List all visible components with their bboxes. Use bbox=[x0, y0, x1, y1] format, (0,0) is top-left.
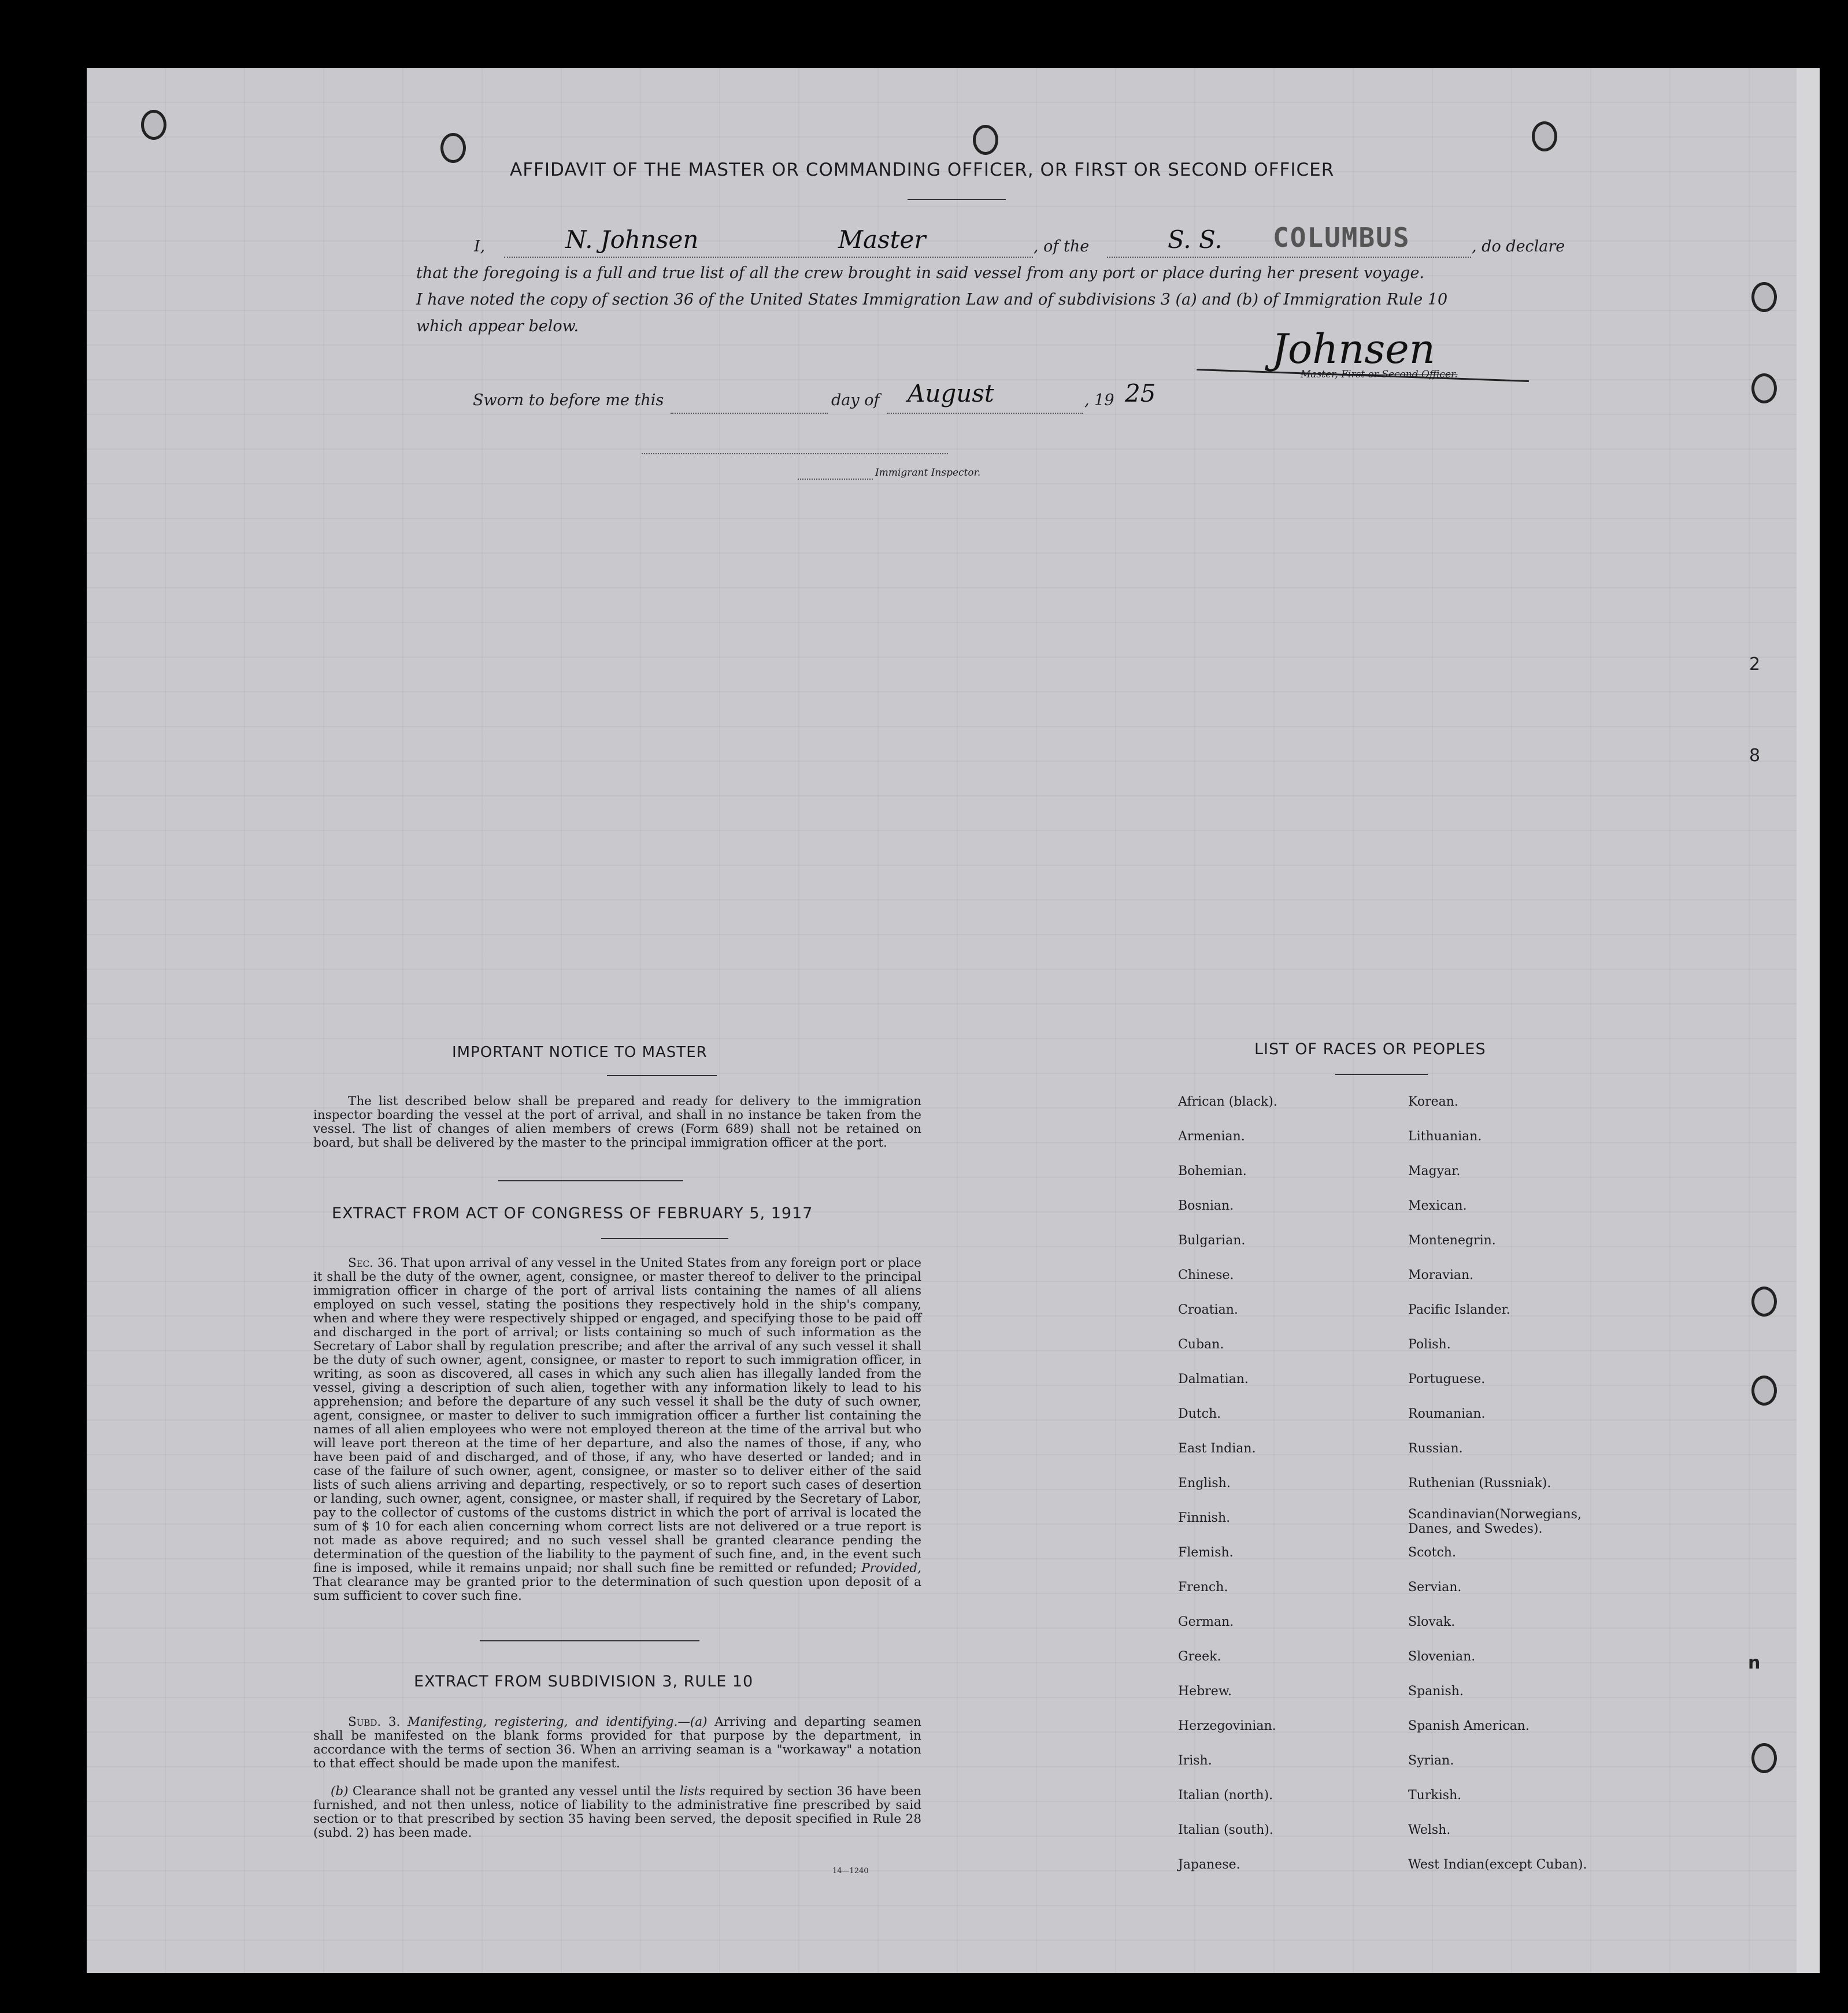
punch-hole bbox=[440, 133, 466, 163]
b-label: (b) bbox=[331, 1784, 349, 1799]
signature-caption: Master, First or Second Officer. bbox=[1301, 369, 1458, 380]
handwritten-month: August bbox=[908, 379, 994, 407]
form-number: 14—1240 bbox=[832, 1867, 869, 1875]
race-item: Japanese. bbox=[1178, 1858, 1240, 1872]
do-declare-label: , do declare bbox=[1472, 238, 1565, 255]
subd-heading: Manifesting, registering, and identifying.—(a) bbox=[408, 1715, 708, 1729]
race-item: Italian (north). bbox=[1178, 1788, 1273, 1803]
title-rule bbox=[908, 199, 1006, 200]
lists-word: lists bbox=[679, 1784, 706, 1799]
race-item: Roumanian. bbox=[1408, 1407, 1486, 1421]
punch-hole bbox=[1751, 1743, 1777, 1773]
race-item: Scotch. bbox=[1408, 1545, 1456, 1560]
of-the-label: , of the bbox=[1034, 238, 1090, 255]
handwritten-rank: Master bbox=[838, 225, 926, 254]
race-item: Turkish. bbox=[1408, 1788, 1462, 1803]
punch-hole bbox=[1751, 1287, 1777, 1317]
race-item: Herzegovinian. bbox=[1178, 1719, 1276, 1733]
race-item: Cuban. bbox=[1178, 1337, 1224, 1352]
punch-hole bbox=[1751, 282, 1777, 312]
notice-text: The list described below shall be prepared and ready for delivery to the immigration inspector boarding the vessel at the port of arrival, and shall in no instance be taken from the vessel. The list of changes of alien members of crews (Form 689) shall not be retained on board, but shall be delivered by the master to the principal immigration officer at the port. bbox=[313, 1094, 921, 1150]
inspector-signature-line bbox=[642, 453, 948, 454]
form-sheet bbox=[87, 68, 1820, 1973]
race-item: Polish. bbox=[1408, 1337, 1451, 1352]
race-item: English. bbox=[1178, 1476, 1231, 1491]
declaration-line-2: that the foregoing is a full and true list of all the crew brought in said vessel from any port or place during her present voyage. bbox=[416, 264, 1425, 282]
vessel-stamp: COLUMBUS bbox=[1273, 222, 1410, 253]
race-item: Finnish. bbox=[1178, 1511, 1231, 1525]
sheet-right-edge bbox=[1797, 68, 1820, 1973]
punch-hole bbox=[973, 125, 998, 155]
race-item: Mexican. bbox=[1408, 1199, 1467, 1213]
inspector-caption: Immigrant Inspector. bbox=[875, 467, 981, 479]
race-item: Greek. bbox=[1178, 1649, 1221, 1664]
rule-extract-title: EXTRACT FROM SUBDIVISION 3, RULE 10 bbox=[414, 1673, 754, 1691]
race-item: African (black). bbox=[1178, 1095, 1277, 1109]
declaration-line-3: I have noted the copy of section 36 of the United States Immigration Law and of subdivisions 3 (a) and (b) of Immigration Rule 10 bbox=[416, 291, 1448, 309]
act-extract-text bbox=[313, 1256, 921, 1603]
race-item: Dutch. bbox=[1178, 1407, 1221, 1421]
race-item: Armenian. bbox=[1178, 1129, 1245, 1144]
subd-b-text-1: Clearance shall not be granted any vessel until the bbox=[352, 1784, 676, 1799]
day-of-label: day of bbox=[831, 391, 880, 409]
race-item: Ruthenian (Russniak). bbox=[1408, 1476, 1551, 1491]
act-extract-title: EXTRACT FROM ACT OF CONGRESS OF FEBRUARY 5, 1917 bbox=[332, 1204, 813, 1222]
affidavit-title: AFFIDAVIT OF THE MASTER OR COMMANDING OFFICER, OR FIRST OR SECOND OFFICER bbox=[510, 160, 1335, 180]
notice-rule bbox=[607, 1075, 717, 1076]
race-item: Scandinavian(Norwegians, Danes, and Swedes). bbox=[1408, 1507, 1582, 1536]
subd-label: Subd. 3. bbox=[348, 1715, 401, 1729]
vessel-line bbox=[1107, 257, 1471, 258]
declaration-line-4: which appear below. bbox=[416, 317, 579, 335]
race-item: Syrian. bbox=[1408, 1754, 1454, 1768]
race-item: French. bbox=[1178, 1580, 1228, 1595]
race-item: Pacific Islander. bbox=[1408, 1303, 1510, 1317]
margin-mark-8: 8 bbox=[1749, 746, 1761, 766]
race-item: Montenegrin. bbox=[1408, 1233, 1496, 1248]
punch-hole bbox=[1532, 121, 1557, 151]
race-item: Magyar. bbox=[1408, 1164, 1461, 1178]
handwritten-vessel-prefix: S. S. bbox=[1168, 225, 1223, 254]
sec-36-text: That upon arrival of any vessel in the United States from any foreign port or place it shall be the duty of the owner, agent, consignee, or master thereof to deliver to the principal immigration officer in charge of the port of arrival lists containing the names of all aliens employed on such vessel, stating the positions they respectively hold in the ship's company, when and where they were respectively shipped or engaged, and specifying those to be paid off and discharged in the port of arrival; or lists containing so much of such information as the Secretary of Labor shall by regulation prescribe; and after the arrival of any such vessel it shall be the duty of such owner, agent, consignee, or master to report to such immigration officer, in writing, as soon as discovered, all cases in which any such alien has illegally landed from the vessel, giving a description of such alien, together with any information likely to lead to his apprehension; and before the departure of any such vessel it shall be the duty of such owner, agent, consignee, or master to deliver to such immigration officer a further list containing the names of all alien employees who were not employed thereon at the time of the arrival but who will leave port thereon at the time of her departure, and also the names of those, if any, who have been paid of and discharged, and of those, if any, who have deserted or landed; and in case of the failure of such owner, agent, consignee, or master so to deliver either of the said lists of such aliens arriving and departing, respectively, or so to report such cases of desertion or landing, such owner, agent, consignee, or master shall, if required by the Secretary of Labor, pay to the collector of customs of the customs district in which the port of arrival is located the sum of $ 10 for each alien concerning whom correct lists are not delivered or a true report is not made as above required; and no such vessel shall be granted clearance pending the determination of the question of the liability to the payment of such fine, and, in the event such fine is imposed, while it remains unpaid; nor shall such fine be remitted or refunded; bbox=[313, 1256, 921, 1575]
race-item: Irish. bbox=[1178, 1754, 1212, 1768]
act-extract-end-rule bbox=[480, 1640, 699, 1641]
rule-extract-text-a bbox=[313, 1715, 921, 1771]
sworn-label: Sworn to before me this bbox=[473, 391, 664, 409]
race-item: Slovak. bbox=[1408, 1615, 1456, 1629]
races-title: LIST OF RACES OR PEOPLES bbox=[1254, 1040, 1486, 1058]
punch-hole bbox=[1751, 373, 1777, 403]
race-item: German. bbox=[1178, 1615, 1234, 1629]
margin-mark-n: n bbox=[1748, 1653, 1761, 1673]
name-line bbox=[504, 257, 1033, 258]
race-item: Russian. bbox=[1408, 1441, 1463, 1456]
sec-36-text-end: That clearance may be granted prior to the determination of such question upon deposit of a sum sufficient to cover such fine. bbox=[313, 1575, 921, 1603]
race-item: Bohemian. bbox=[1178, 1164, 1247, 1178]
act-extract-rule bbox=[601, 1238, 728, 1239]
race-item: Dalmatian. bbox=[1178, 1372, 1249, 1387]
punch-hole bbox=[1751, 1376, 1777, 1406]
subd-b-text-2: required by section 36 have been furnished, and not then unless, notice of liability to the administrative fine prescribed by said section or to that prescribed by section 35 having been served, the deposit specified in Rule 28 (subd. 2) has been made. bbox=[313, 1784, 921, 1840]
race-item: Italian (south). bbox=[1178, 1823, 1273, 1837]
notice-title: IMPORTANT NOTICE TO MASTER bbox=[452, 1044, 708, 1061]
race-item: Servian. bbox=[1408, 1580, 1462, 1595]
punch-hole bbox=[141, 110, 166, 140]
races-rule bbox=[1335, 1074, 1428, 1075]
provided-word: Provided, bbox=[861, 1561, 921, 1575]
race-item: Slovenian. bbox=[1408, 1649, 1476, 1664]
sec-label: Sec. 36. bbox=[348, 1256, 398, 1270]
race-item: Spanish American. bbox=[1408, 1719, 1529, 1733]
race-item: Portuguese. bbox=[1408, 1372, 1486, 1387]
race-item: Lithuanian. bbox=[1408, 1129, 1482, 1144]
inspector-caption-dots bbox=[798, 479, 873, 480]
month-line bbox=[887, 413, 1083, 414]
race-item: Croatian. bbox=[1178, 1303, 1238, 1317]
race-item: Hebrew. bbox=[1178, 1684, 1232, 1699]
race-item: West Indian(except Cuban). bbox=[1408, 1858, 1587, 1872]
race-item: Spanish. bbox=[1408, 1684, 1464, 1699]
day-line bbox=[671, 413, 828, 414]
i-label: I, bbox=[474, 238, 486, 255]
master-signature: Johnsen bbox=[1272, 325, 1435, 373]
race-item: Flemish. bbox=[1178, 1545, 1234, 1560]
race-item: Bosnian. bbox=[1178, 1199, 1234, 1213]
race-item: Bulgarian. bbox=[1178, 1233, 1246, 1248]
race-item: Moravian. bbox=[1408, 1268, 1474, 1282]
notice-end-rule bbox=[498, 1180, 683, 1181]
race-item: Chinese. bbox=[1178, 1268, 1234, 1282]
race-item: Welsh. bbox=[1408, 1823, 1451, 1837]
margin-mark-2: 2 bbox=[1749, 654, 1761, 674]
rule-extract-text-b bbox=[313, 1785, 921, 1840]
year-prefix: , 19 bbox=[1084, 391, 1114, 409]
handwritten-name: N. Johnsen bbox=[565, 225, 699, 254]
subd-a-text: Arriving and departing seamen shall be manifested on the blank forms provided for that purpose by the department, in accordance with the terms of section 36. When an arriving seaman is a "workaway" a notation to that effect should be made upon the manifest. bbox=[313, 1715, 922, 1771]
race-item: Korean. bbox=[1408, 1095, 1458, 1109]
race-item: East Indian. bbox=[1178, 1441, 1256, 1456]
handwritten-year: 25 bbox=[1125, 379, 1156, 407]
